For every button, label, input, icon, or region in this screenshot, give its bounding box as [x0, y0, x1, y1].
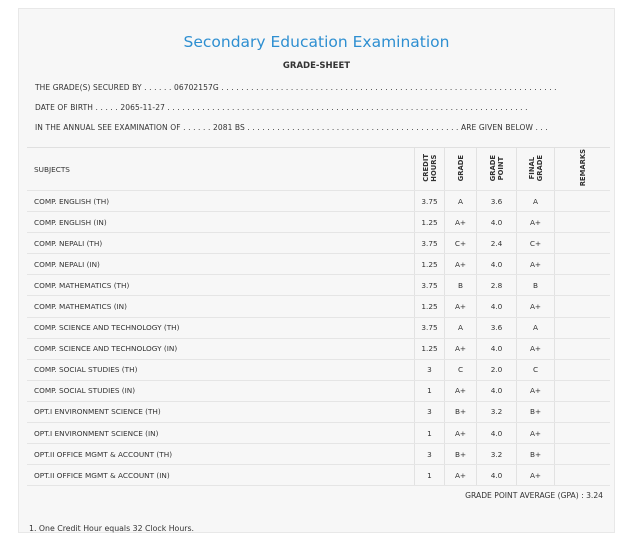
table-header-row [27, 148, 610, 191]
date-of-birth-line: DATE OF BIRTH . . . . . 2065-11-27 . . . . . . . . . . . . . . . . . . . . . . . . . . . . . . . . . . . . . . . . . . . . . . . . . . . . . . . . . . . . . . . . . . . . . . . . . [35, 103, 528, 112]
table-row [27, 317, 610, 338]
grade-cell: A+ [445, 338, 477, 359]
grade-point-header-line2: POINT [496, 156, 505, 180]
remarks-cell [555, 191, 611, 212]
grade-point-cell: 3.6 [477, 317, 517, 338]
subject-cell: OPT.II OFFICE MGMT & ACCOUNT (IN) [27, 465, 415, 486]
final-grade-cell: A+ [517, 380, 555, 401]
credit-hours-cell: 3 [415, 444, 445, 465]
credit-hours-cell: 3.75 [415, 317, 445, 338]
remarks-cell [555, 233, 611, 254]
grade-cell: A [445, 317, 477, 338]
grade-point-cell: 4.0 [477, 380, 517, 401]
remarks-cell [555, 254, 611, 275]
grade-cell: A+ [445, 423, 477, 444]
remarks-cell [555, 317, 611, 338]
credit-hours-cell: 3.75 [415, 191, 445, 212]
final-grade-cell: A+ [517, 212, 555, 233]
final-grade-cell: A [517, 317, 555, 338]
grade-point-cell: 4.0 [477, 254, 517, 275]
final-grade-header-line1: FINAL [527, 156, 536, 180]
grade-cell: A+ [445, 254, 477, 275]
grade-point-cell: 3.2 [477, 444, 517, 465]
remarks-cell [555, 212, 611, 233]
final-grade-header-line2: GRADE [535, 154, 544, 182]
grade-point-cell: 4.0 [477, 465, 517, 486]
final-grade-cell: A+ [517, 465, 555, 486]
grade-cell: C+ [445, 233, 477, 254]
credit-hours-cell: 1.25 [415, 212, 445, 233]
grade-point-header-line1: GRADE [488, 154, 497, 182]
table-row [27, 275, 610, 296]
grade-point-header [477, 148, 517, 191]
final-grade-cell: A+ [517, 254, 555, 275]
grade-cell: A+ [445, 380, 477, 401]
subject-cell: OPT.I ENVIRONMENT SCIENCE (TH) [27, 401, 415, 422]
remarks-cell [555, 380, 611, 401]
remarks-cell [555, 338, 611, 359]
credit-hours-cell: 1 [415, 380, 445, 401]
table-row [27, 444, 610, 465]
subject-cell: COMP. SOCIAL STUDIES (TH) [27, 359, 415, 380]
grade-point-cell: 2.4 [477, 233, 517, 254]
grade-point-cell: 4.0 [477, 296, 517, 317]
final-grade-cell: A [517, 191, 555, 212]
remarks-cell [555, 444, 611, 465]
remarks-cell [555, 423, 611, 444]
remarks-cell [555, 296, 611, 317]
page-subtitle: GRADE-SHEET [282, 61, 351, 71]
remarks-cell [555, 465, 611, 486]
subject-cell: COMP. NEPALI (TH) [27, 233, 415, 254]
subject-cell: COMP. SOCIAL STUDIES (IN) [27, 380, 415, 401]
footnote: 1. One Credit Hour equals 32 Clock Hours. [29, 524, 195, 533]
final-grade-cell: B+ [517, 401, 555, 422]
final-grade-cell: C+ [517, 233, 555, 254]
grade-point-cell: 3.2 [477, 401, 517, 422]
subject-cell: OPT.I ENVIRONMENT SCIENCE (IN) [27, 423, 415, 444]
grade-cell: A [445, 191, 477, 212]
grade-cell: B+ [445, 444, 477, 465]
table-row [27, 191, 610, 212]
credit-hours-header-line2: HOURS [429, 154, 438, 182]
table-row [27, 338, 610, 359]
table-row [27, 401, 610, 422]
remarks-header [555, 148, 611, 191]
remarks-cell [555, 401, 611, 422]
subject-cell: COMP. SCIENCE AND TECHNOLOGY (IN) [27, 338, 415, 359]
final-grade-cell: B+ [517, 444, 555, 465]
grade-point-cell: 3.6 [477, 191, 517, 212]
grade-header-label: GRADE [456, 154, 465, 182]
credit-hours-cell: 3.75 [415, 233, 445, 254]
grade-cell: A+ [445, 465, 477, 486]
final-grade-cell: A+ [517, 338, 555, 359]
final-grade-header [517, 148, 555, 191]
credit-hours-cell: 1 [415, 423, 445, 444]
subject-cell: COMP. MATHEMATICS (IN) [27, 296, 415, 317]
secured-by-line: THE GRADE(S) SECURED BY . . . . . . 06702157G . . . . . . . . . . . . . . . . . . . . . . . . . . . . . . . . . . . . . . . . . . . . . . . . . . . . . . . . . . . . . . . . . . . . [35, 83, 557, 92]
exam-line: IN THE ANNUAL SEE EXAMINATION OF . . . . . . 2081 BS . . . . . . . . . . . . . . . . . . . . . . . . . . . . . . . . . . . . . . . . . . . ARE GIVEN BELOW . . . [35, 123, 548, 132]
grade-point-cell: 4.0 [477, 212, 517, 233]
grade-point-cell: 2.8 [477, 275, 517, 296]
final-grade-cell: A+ [517, 296, 555, 317]
grade-point-cell: 4.0 [477, 338, 517, 359]
subject-cell: COMP. MATHEMATICS (TH) [27, 275, 415, 296]
remarks-cell [555, 359, 611, 380]
table-row [27, 380, 610, 401]
grade-cell: A+ [445, 212, 477, 233]
table-row [27, 212, 610, 233]
grades-table [27, 147, 610, 486]
table-row [27, 296, 610, 317]
table-row [27, 423, 610, 444]
subject-cell: COMP. ENGLISH (TH) [27, 191, 415, 212]
grade-cell: B+ [445, 401, 477, 422]
grade-sheet [18, 8, 615, 533]
credit-hours-cell: 3 [415, 401, 445, 422]
grade-point-cell: 2.0 [477, 359, 517, 380]
credit-hours-cell: 1.25 [415, 338, 445, 359]
credit-hours-header [415, 148, 445, 191]
grade-cell: B [445, 275, 477, 296]
table-row [27, 233, 610, 254]
credit-hours-cell: 1.25 [415, 296, 445, 317]
subjects-header: SUBJECTS [27, 148, 415, 191]
credit-hours-header-line1: CREDIT [421, 154, 430, 182]
remarks-cell [555, 275, 611, 296]
credit-hours-cell: 3.75 [415, 275, 445, 296]
grade-point-cell: 4.0 [477, 423, 517, 444]
gpa-summary: GRADE POINT AVERAGE (GPA) : 3.24 [465, 491, 603, 500]
final-grade-cell: C [517, 359, 555, 380]
grade-cell: A+ [445, 296, 477, 317]
remarks-header-label: REMARKS [578, 149, 587, 187]
credit-hours-cell: 1 [415, 465, 445, 486]
credit-hours-cell: 1.25 [415, 254, 445, 275]
subject-cell: COMP. ENGLISH (IN) [27, 212, 415, 233]
table-row [27, 465, 610, 486]
credit-hours-cell: 3 [415, 359, 445, 380]
page-title: Secondary Education Examination [183, 33, 450, 51]
final-grade-cell: B [517, 275, 555, 296]
table-row [27, 254, 610, 275]
subject-cell: COMP. NEPALI (IN) [27, 254, 415, 275]
table-row [27, 359, 610, 380]
subject-cell: COMP. SCIENCE AND TECHNOLOGY (TH) [27, 317, 415, 338]
grade-header [445, 148, 477, 191]
final-grade-cell: A+ [517, 423, 555, 444]
subject-cell: OPT.II OFFICE MGMT & ACCOUNT (TH) [27, 444, 415, 465]
grade-cell: C [445, 359, 477, 380]
